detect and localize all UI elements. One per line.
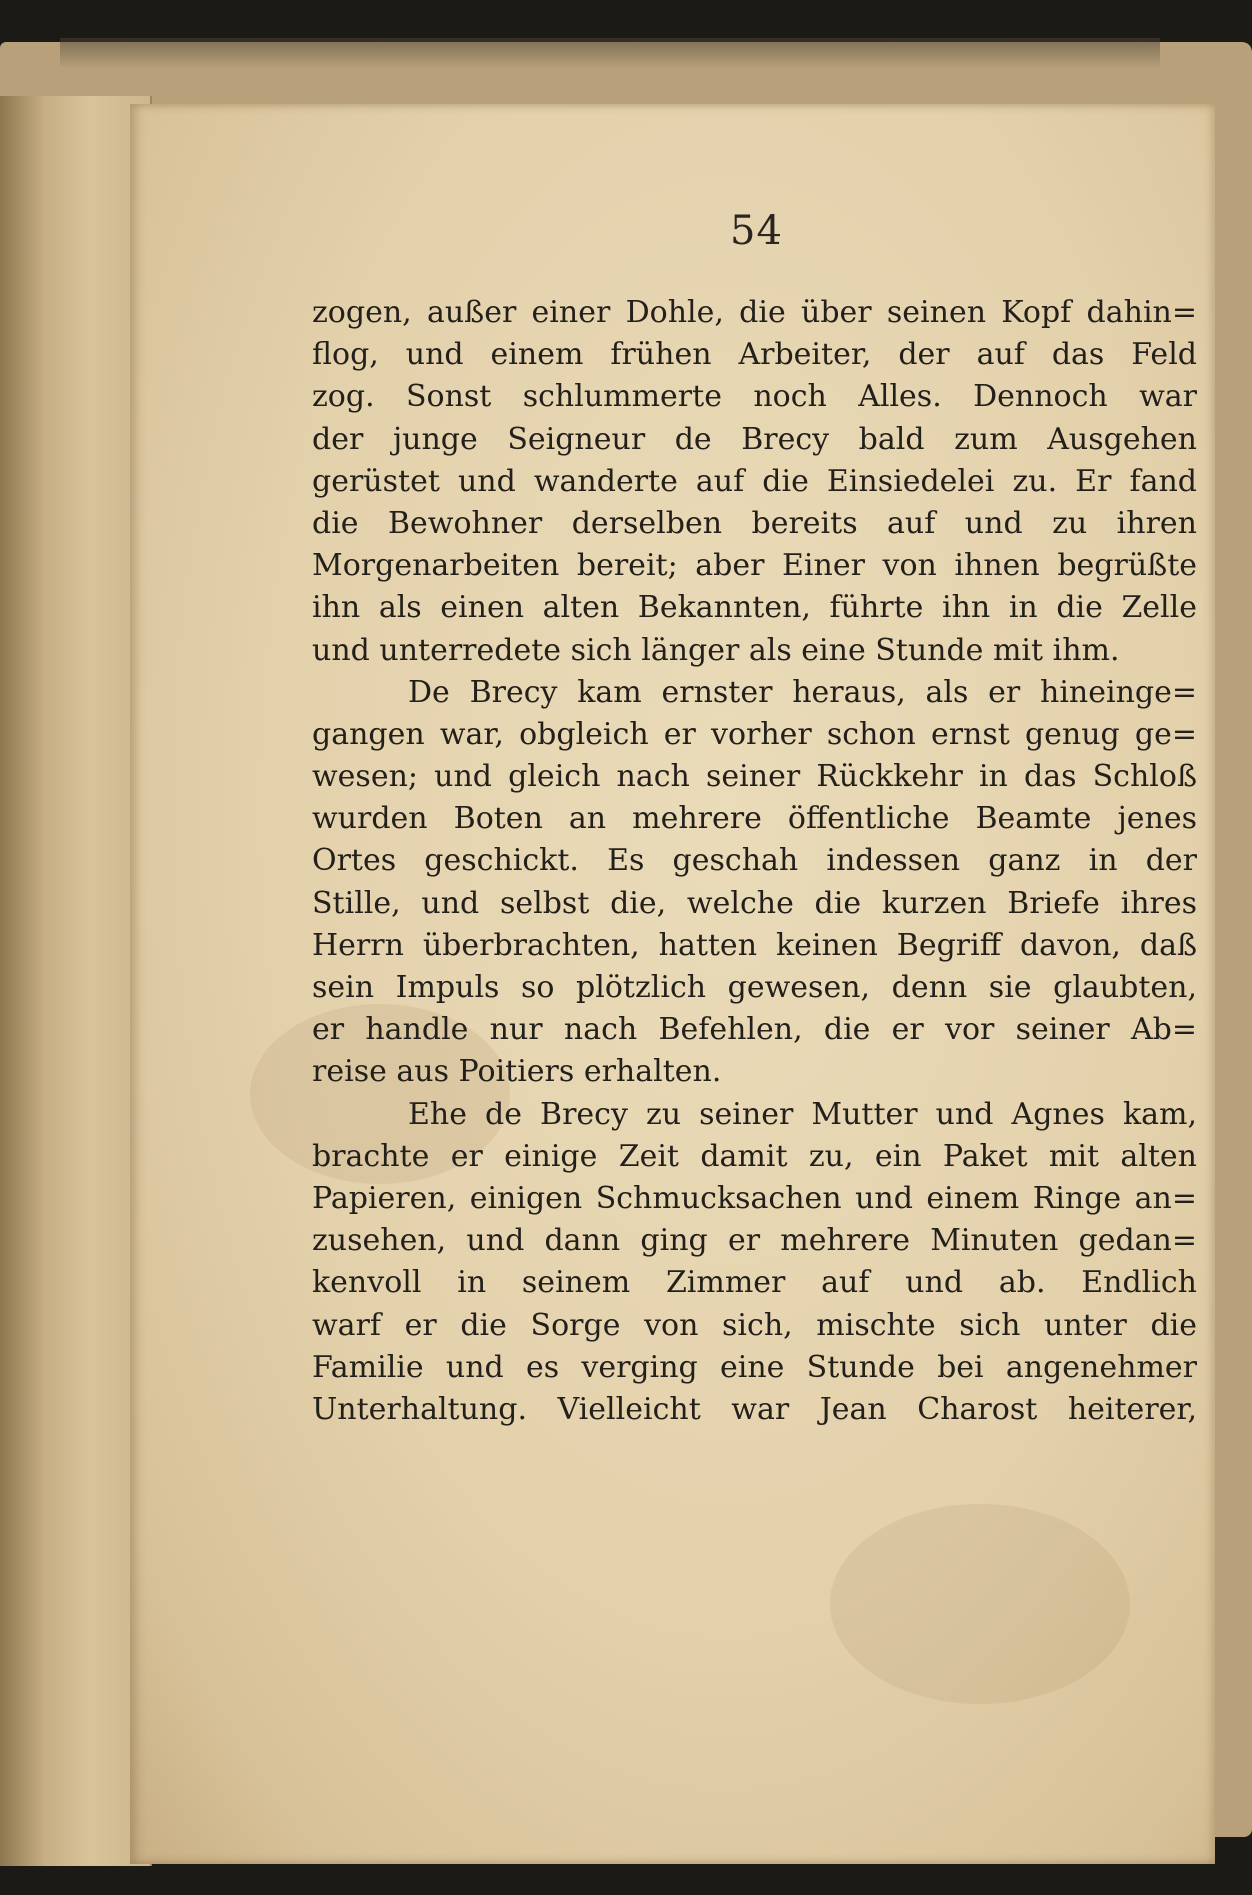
text-line: gerüstet und wanderte auf die Einsiedelei zu. Er fand [312,463,1197,499]
text-line: Unterhaltung. Vielleicht war Jean Charost heiterer, [312,1391,1197,1427]
text-line: reise aus Poitiers erhalten. [312,1054,722,1090]
text-line: gangen war, obgleich er vorher schon ernst genug ge= [312,716,1197,752]
text-line: Herrn überbrachten, hatten keinen Begriff davon, daß [312,927,1197,963]
text-line: zusehen, und dann ging er mehrere Minuten gedan= [312,1223,1197,1259]
text-line: und unterredete sich länger als eine Stunde mit ihm. [312,632,1120,668]
body-text [312,292,1197,1431]
text-line: warf er die Sorge von sich, mischte sich unter die [312,1307,1197,1343]
text-line: Familie und es verging eine Stunde bei angenehmer [312,1349,1197,1385]
page-number: 54 [730,208,783,254]
text-line: die Bewohner derselben bereits auf und zu ihren [312,505,1197,541]
text-line: ihn als einen alten Bekannten, führte ihn in die Zelle [312,590,1197,626]
text-line: wurden Boten an mehrere öffentliche Beamte jenes [312,801,1197,837]
text-line: brachte er einige Zeit damit zu, ein Paket mit alten [312,1138,1197,1174]
text-line: kenvoll in seinem Zimmer auf und ab. Endlich [312,1265,1197,1301]
text-line: flog, und einem frühen Arbeiter, der auf das Feld [312,337,1197,373]
text-line: sein Impuls so plötzlich gewesen, denn sie glaubten, [312,970,1197,1005]
text-line: er handle nur nach Befehlen, die er vor seiner Ab= [312,1012,1197,1048]
text-line: Stille, und selbst die, welche die kurzen Briefe ihres [312,885,1197,921]
text-line: Ortes geschickt. Es geschah indessen ganz in der [312,843,1197,879]
text-line: Ehe de Brecy zu seiner Mutter und Agnes kam, [408,1096,1197,1132]
text-line: Morgenarbeiten bereit; aber Einer von ihnen begrüßte [312,548,1197,584]
text-line: Papieren, einigen Schmucksachen und einem Ringe an= [312,1180,1197,1216]
text-line: wesen; und gleich nach seiner Rückkehr in das Schloß [312,759,1197,795]
text-line: zogen, außer einer Dohle, die über seinen Kopf dahin= [312,295,1197,330]
text-line: zog. Sonst schlummerte noch Alles. Dennoch war [312,379,1197,415]
text-line: De Brecy kam ernster heraus, als er hineinge= [408,674,1197,710]
text-line: der junge Seigneur de Brecy bald zum Ausgehen [312,421,1197,457]
binding-shadow [60,38,1160,68]
paper-stain [830,1504,1130,1704]
